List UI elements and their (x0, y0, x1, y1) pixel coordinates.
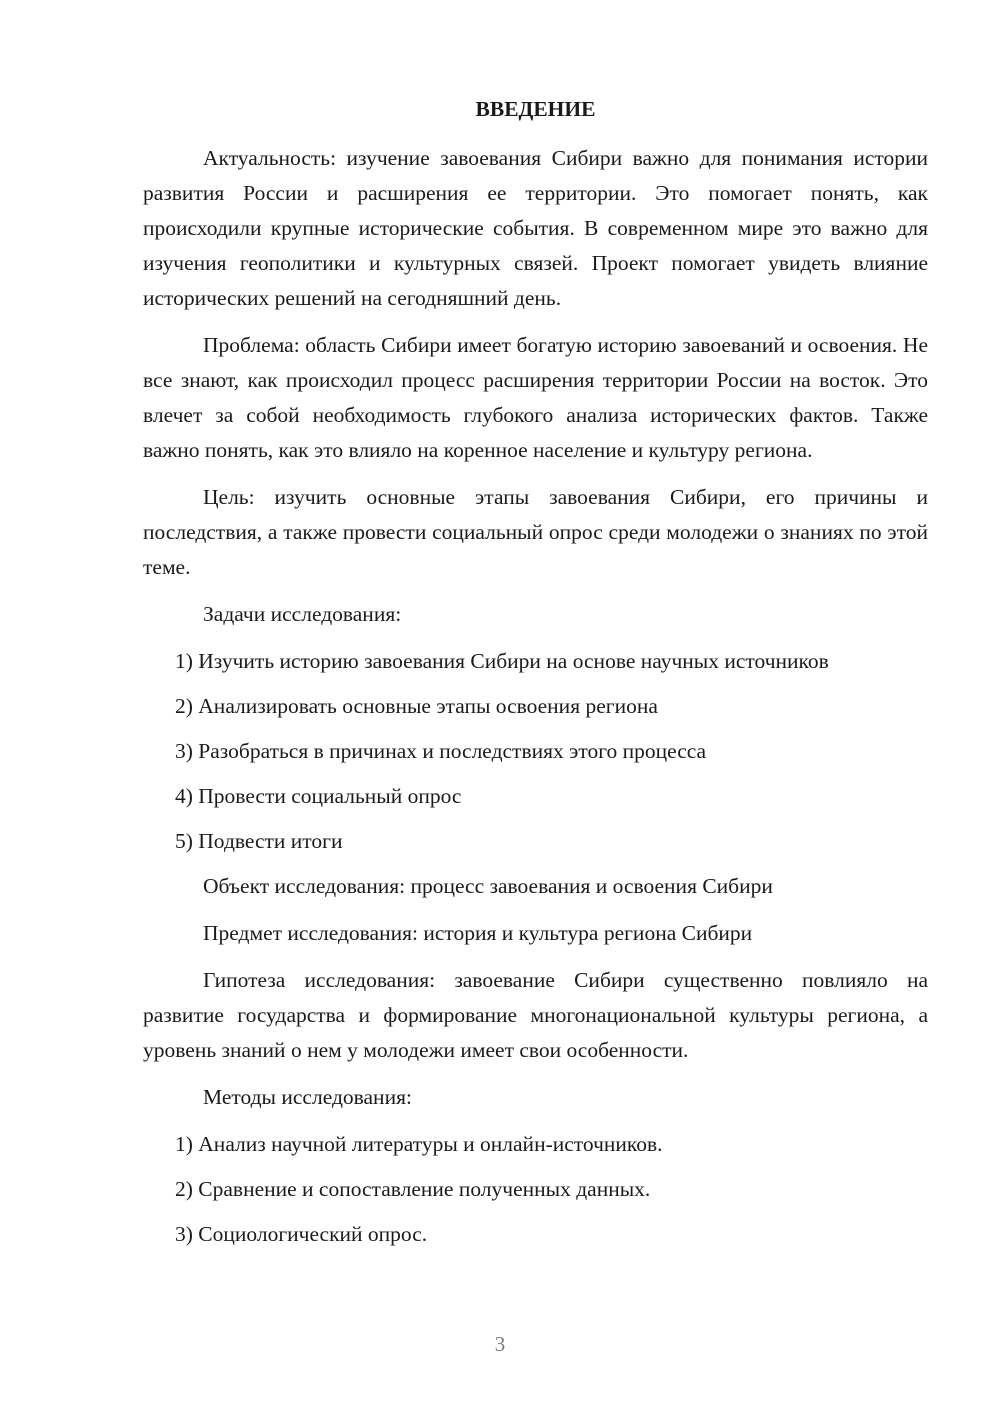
problem-paragraph: Проблема: область Сибири имеет богатую историю завоеваний и освоения. Не все знают, как происходил процесс расширения территории России на восток. Это влечет за собой необходимость глубокого анализа исторических фактов. Также важно понять, как это влияло на коренное население и культуру региона. (143, 333, 928, 462)
methods-heading: Методы исследования: (203, 1085, 412, 1109)
page-number: 3 (494, 1332, 506, 1356)
task-item-4: 4) Провести социальный опрос (175, 784, 462, 808)
task-item-1: 1) Изучить историю завоевания Сибири на основе научных источников (175, 649, 829, 673)
subject-paragraph: Предмет исследования: история и культура региона Сибири (203, 921, 753, 945)
tasks-heading: Задачи исследования: (203, 602, 402, 626)
method-item-3: 3) Социологический опрос. (175, 1222, 428, 1246)
relevance-paragraph: Актуальность: изучение завоевания Сибири важно для понимания истории развития России и расширения ее территории. Это помогает понять, как происходили крупные исторические события. В современном мире это важно для изучения геополитики и культурных связей. Проект помогает увидеть влияние исторических решений на сегодняшний день. (143, 146, 928, 310)
task-item-2: 2) Анализировать основные этапы освоения региона (175, 694, 658, 718)
task-item-3: 3) Разобраться в причинах и последствиях этого процесса (175, 739, 707, 763)
hypothesis-paragraph: Гипотеза исследования: завоевание Сибири существенно повлияло на развитие государства и формирование многонациональной культуры региона, а уровень знаний о нем у молодежи имеет свои особенности. (143, 968, 928, 1062)
method-item-1: 1) Анализ научной литературы и онлайн-источников. (175, 1132, 663, 1156)
section-title: ВВЕДЕНИЕ (475, 97, 596, 121)
task-item-5: 5) Подвести итоги (175, 829, 343, 853)
object-paragraph: Объект исследования: процесс завоевания и освоения Сибири (203, 874, 773, 898)
goal-paragraph: Цель: изучить основные этапы завоевания Сибири, его причины и последствия, а также провести социальный опрос среди молодежи о знаниях по этой теме. (143, 485, 928, 579)
method-item-2: 2) Сравнение и сопоставление полученных данных. (175, 1177, 651, 1201)
document-page (143, 92, 928, 1262)
